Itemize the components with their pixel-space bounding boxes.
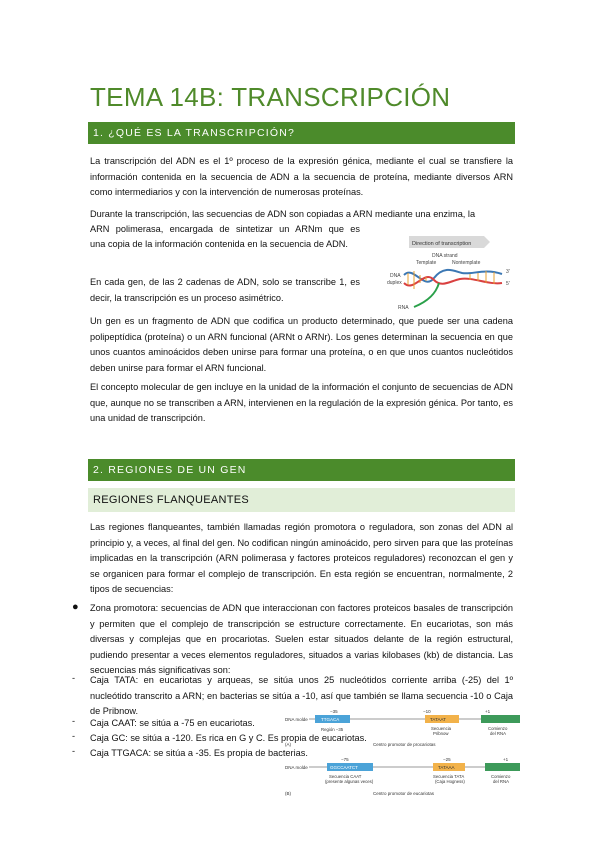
b-tata-text: TATAAA (438, 765, 455, 770)
item-caja-tata: Caja TATA: en eucariotas y arqueas, se sitúa unos 25 nucleótidos corriente arriba (-25) del 1º nucleótido transcrito a ARN; en bacterias se sitúa a -10, así que también se llama secuencia -10 o Caja de Pribnow. (90, 675, 513, 716)
a-start: +1 (485, 709, 491, 714)
rna-label: RNA (398, 305, 409, 311)
b-rna-box (485, 763, 520, 771)
duplex-label: duplex (387, 280, 402, 286)
paragraph-2a: Durante la transcripción, las secuencias de ADN son copiadas a ARN mediante una enzima, la (90, 209, 476, 219)
section-2-header: 2. REGIONES DE UN GEN (88, 459, 515, 481)
paragraph-2b: ARN polimerasa, encargada de sintetizar un ARNm que es (90, 224, 360, 234)
b-rna2: del RNA (493, 779, 510, 784)
section-1-header: 1. ¿QUÉ ES LA TRANSCRIPCIÓN? (88, 122, 515, 144)
a-box2-pos: −10 (423, 709, 431, 714)
a-box1-pos: −35 (330, 709, 338, 714)
b-box2-pos: −25 (443, 757, 451, 762)
dna-label: DNA (390, 273, 401, 279)
item-caja-ttgaca: Caja TTGACA: se sitúa a -35. Es propia de bacterias. (90, 748, 308, 758)
b-dna-label: DNA molde (285, 765, 308, 770)
dash-marker-2: - (72, 716, 76, 726)
paragraph-4: Un gen es un fragmento de ADN que codifica un producto determinado, que puede ser una cadena polipeptídica (proteína) o un ARN funcional (ARNt o ARNr). Los genes determinan la secuencia en que unos cuantos aminoácidos deben unirse para formar una proteína, o en que unos cuantos nucleótidos deben unirse para formar el ARN funcional. (90, 316, 513, 373)
a-ttgaca-text: TTGACA (321, 717, 340, 722)
direction-label: Direction of transcription (412, 241, 472, 247)
dna-strand-label: DNA strand (432, 253, 458, 259)
nontemplate-label: Nontemplate (452, 260, 481, 266)
dna-strand-blue (404, 270, 502, 282)
a-dna-label: DNA molde (285, 717, 308, 722)
subsection-header: REGIONES FLANQUEANTES (88, 488, 515, 512)
b-box2-name2: (Caja Hogness) (435, 779, 465, 784)
b-box1-pos: −75 (341, 757, 349, 762)
five-prime-label: 5' (506, 281, 510, 287)
a-caption: Centro promotor de procariotas (373, 742, 436, 747)
a-box2-name2: Pribnow (433, 731, 449, 736)
b-box1-name2: (presente algunas veces) (325, 779, 374, 784)
b-start: +1 (503, 757, 509, 762)
item-caja-gc: Caja GC: se sitúa a -120. Es rica en G y C. Es propia de eucariotas. (90, 733, 367, 743)
dash-marker-1: - (72, 673, 76, 683)
b-caat-text: GGCCAATCT (330, 765, 358, 770)
template-label: Template (416, 260, 437, 266)
paragraph-5: El concepto molecular de gen incluye en la unidad de la información el conjunto de secuencias de ADN que, aunque no se transcriben a ARN, intervienen en la regulación de la expresión génica. Por tanto, es una unidad de transcripción. (90, 382, 513, 423)
item-caja-caat: Caja CAAT: se sitúa a -75 en eucariotas. (90, 718, 255, 728)
rna-strand (414, 283, 439, 307)
b-letter: (B) (285, 791, 291, 796)
transcription-figure (384, 233, 519, 313)
a-tataat-text: TATAAT (430, 717, 446, 722)
b-rna1: Comienzo (491, 774, 511, 779)
paragraph-3: En cada gen, de las 2 cadenas de ADN, solo se transcribe 1, es decir, la transcripción es un proceso asimétrico. (90, 277, 360, 303)
b-box2-name1: Secuencia TATA (433, 774, 465, 779)
bullet-marker: ● (72, 601, 79, 613)
a-box2-name1: Secuencia (431, 726, 452, 731)
a-rna2: del RNA (490, 731, 507, 736)
bullet-zona-promotora: Zona promotora: secuencias de ADN que interaccionan con factores proteicos basales de transcripción y permiten que el complejo de transcripción se estructure correctamente. En eucariotas, son más diversas y complejas que en procariotas. Suelen estar situados delante de la región estructural, pudiendo presentar a veces elementos reguladores, situados a varias kilobases (kb) de distancia. Las secuencias más significativas son: (90, 603, 513, 675)
promoter-figure (285, 708, 520, 803)
paragraph-2c: una copia de la información contenida en la secuencia de ADN. (90, 239, 348, 249)
a-box1-name: Región −35 (321, 727, 344, 732)
paragraph-1: La transcripción del ADN es el 1º proceso de la expresión génica, mediante el cual se transfiere la información contenida en la secuencia de ADN a la secuencia de proteína, mediante diversos ARN como intermediarios y con la intervención de numerosas proteínas. (90, 156, 513, 197)
b-caption: Centro promotor de eucariotas (373, 791, 435, 796)
b-box1-name1: Secuencia CAAT (329, 774, 362, 779)
three-prime-label: 3' (506, 269, 510, 275)
dash-marker-4: - (72, 746, 76, 756)
a-rna1: Comienzo (488, 726, 508, 731)
page-title: TEMA 14B: TRANSCRIPCIÓN (90, 82, 451, 112)
paragraph-6: Las regiones flanqueantes, también llamadas región promotora o reguladora, son zonas del ADN al principio y, a veces, al final del gen. No codifican ningún aminoácido, pero sirven para que las proteínas implicadas en la transcripción (ARN polimerasa y factores proteicos reguladores) reconozcan el gen y se organicen para formar el complejo de transcripción. En esta región se encuentran, normalmente, 2 tipos de secuencias: (90, 522, 513, 594)
a-letter: (A) (285, 742, 291, 747)
a-rna-box (481, 715, 520, 723)
dash-marker-3: - (72, 731, 76, 741)
